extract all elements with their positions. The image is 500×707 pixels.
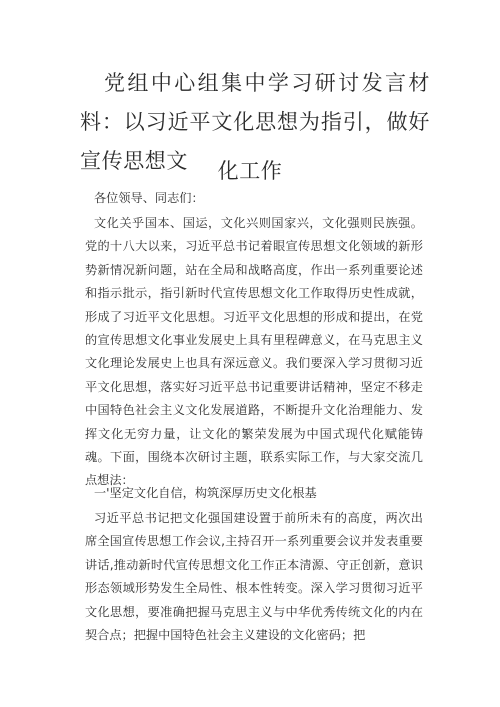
greeting: 各位领导、同志们： xyxy=(94,191,204,205)
section-heading: 一'坚定文化自信，构筑深厚历史文化根基 xyxy=(94,486,317,500)
document-title-continuation: 化工作 xyxy=(217,159,283,183)
document-title: 党组中心组集中学习研讨发言材料：以习近平文化思想为指引，做好宣传思想文 xyxy=(80,71,430,173)
paragraph: 习近平总书记把文化强国建设置于前所未有的高度，两次出席全国宣传思想工作会议,主持召开一系列重要会议并发表重要讲话,推动新时代宣传思想文化工作正本清源、守正创新，意识形态领域形势发生全局性、根本性转变。深入学习贯彻习近平文化思想，要准确把握马克思主义与中华优秀传统文化的内在契合点；把握中国特色社会主义建设的文化密码；把 xyxy=(85,511,423,643)
paragraph: 文化关乎国本、国运，文化兴则国家兴，文化强则民族强。党的十八大以来，习近平总书记着眼宣传思想文化领域的新形势新情况新问题，站在全局和战略高度，作出一系列重要论述和指示批示，指引新时代宣传思想文化工作取得历史性成就，形成了习近平文化思想。习近平文化思想的形成和提出，在党的宣传思想文化事业发展史上具有里程碑意义，在马克思主义文化理论发展史上也具有深远意义。我们要深入学习贯彻习近平文化思想，落实好习近平总书记重要讲话精神，坚定不移走中国特色社会主义文化发展道路，不断提升文化治理能力、发挥文化无穷力量，让文化的繁荣发展为中国式现代化赋能铸魂。下面，围绕本次研讨主题，联系实际工作，与大家交流几点想法： xyxy=(85,216,423,488)
